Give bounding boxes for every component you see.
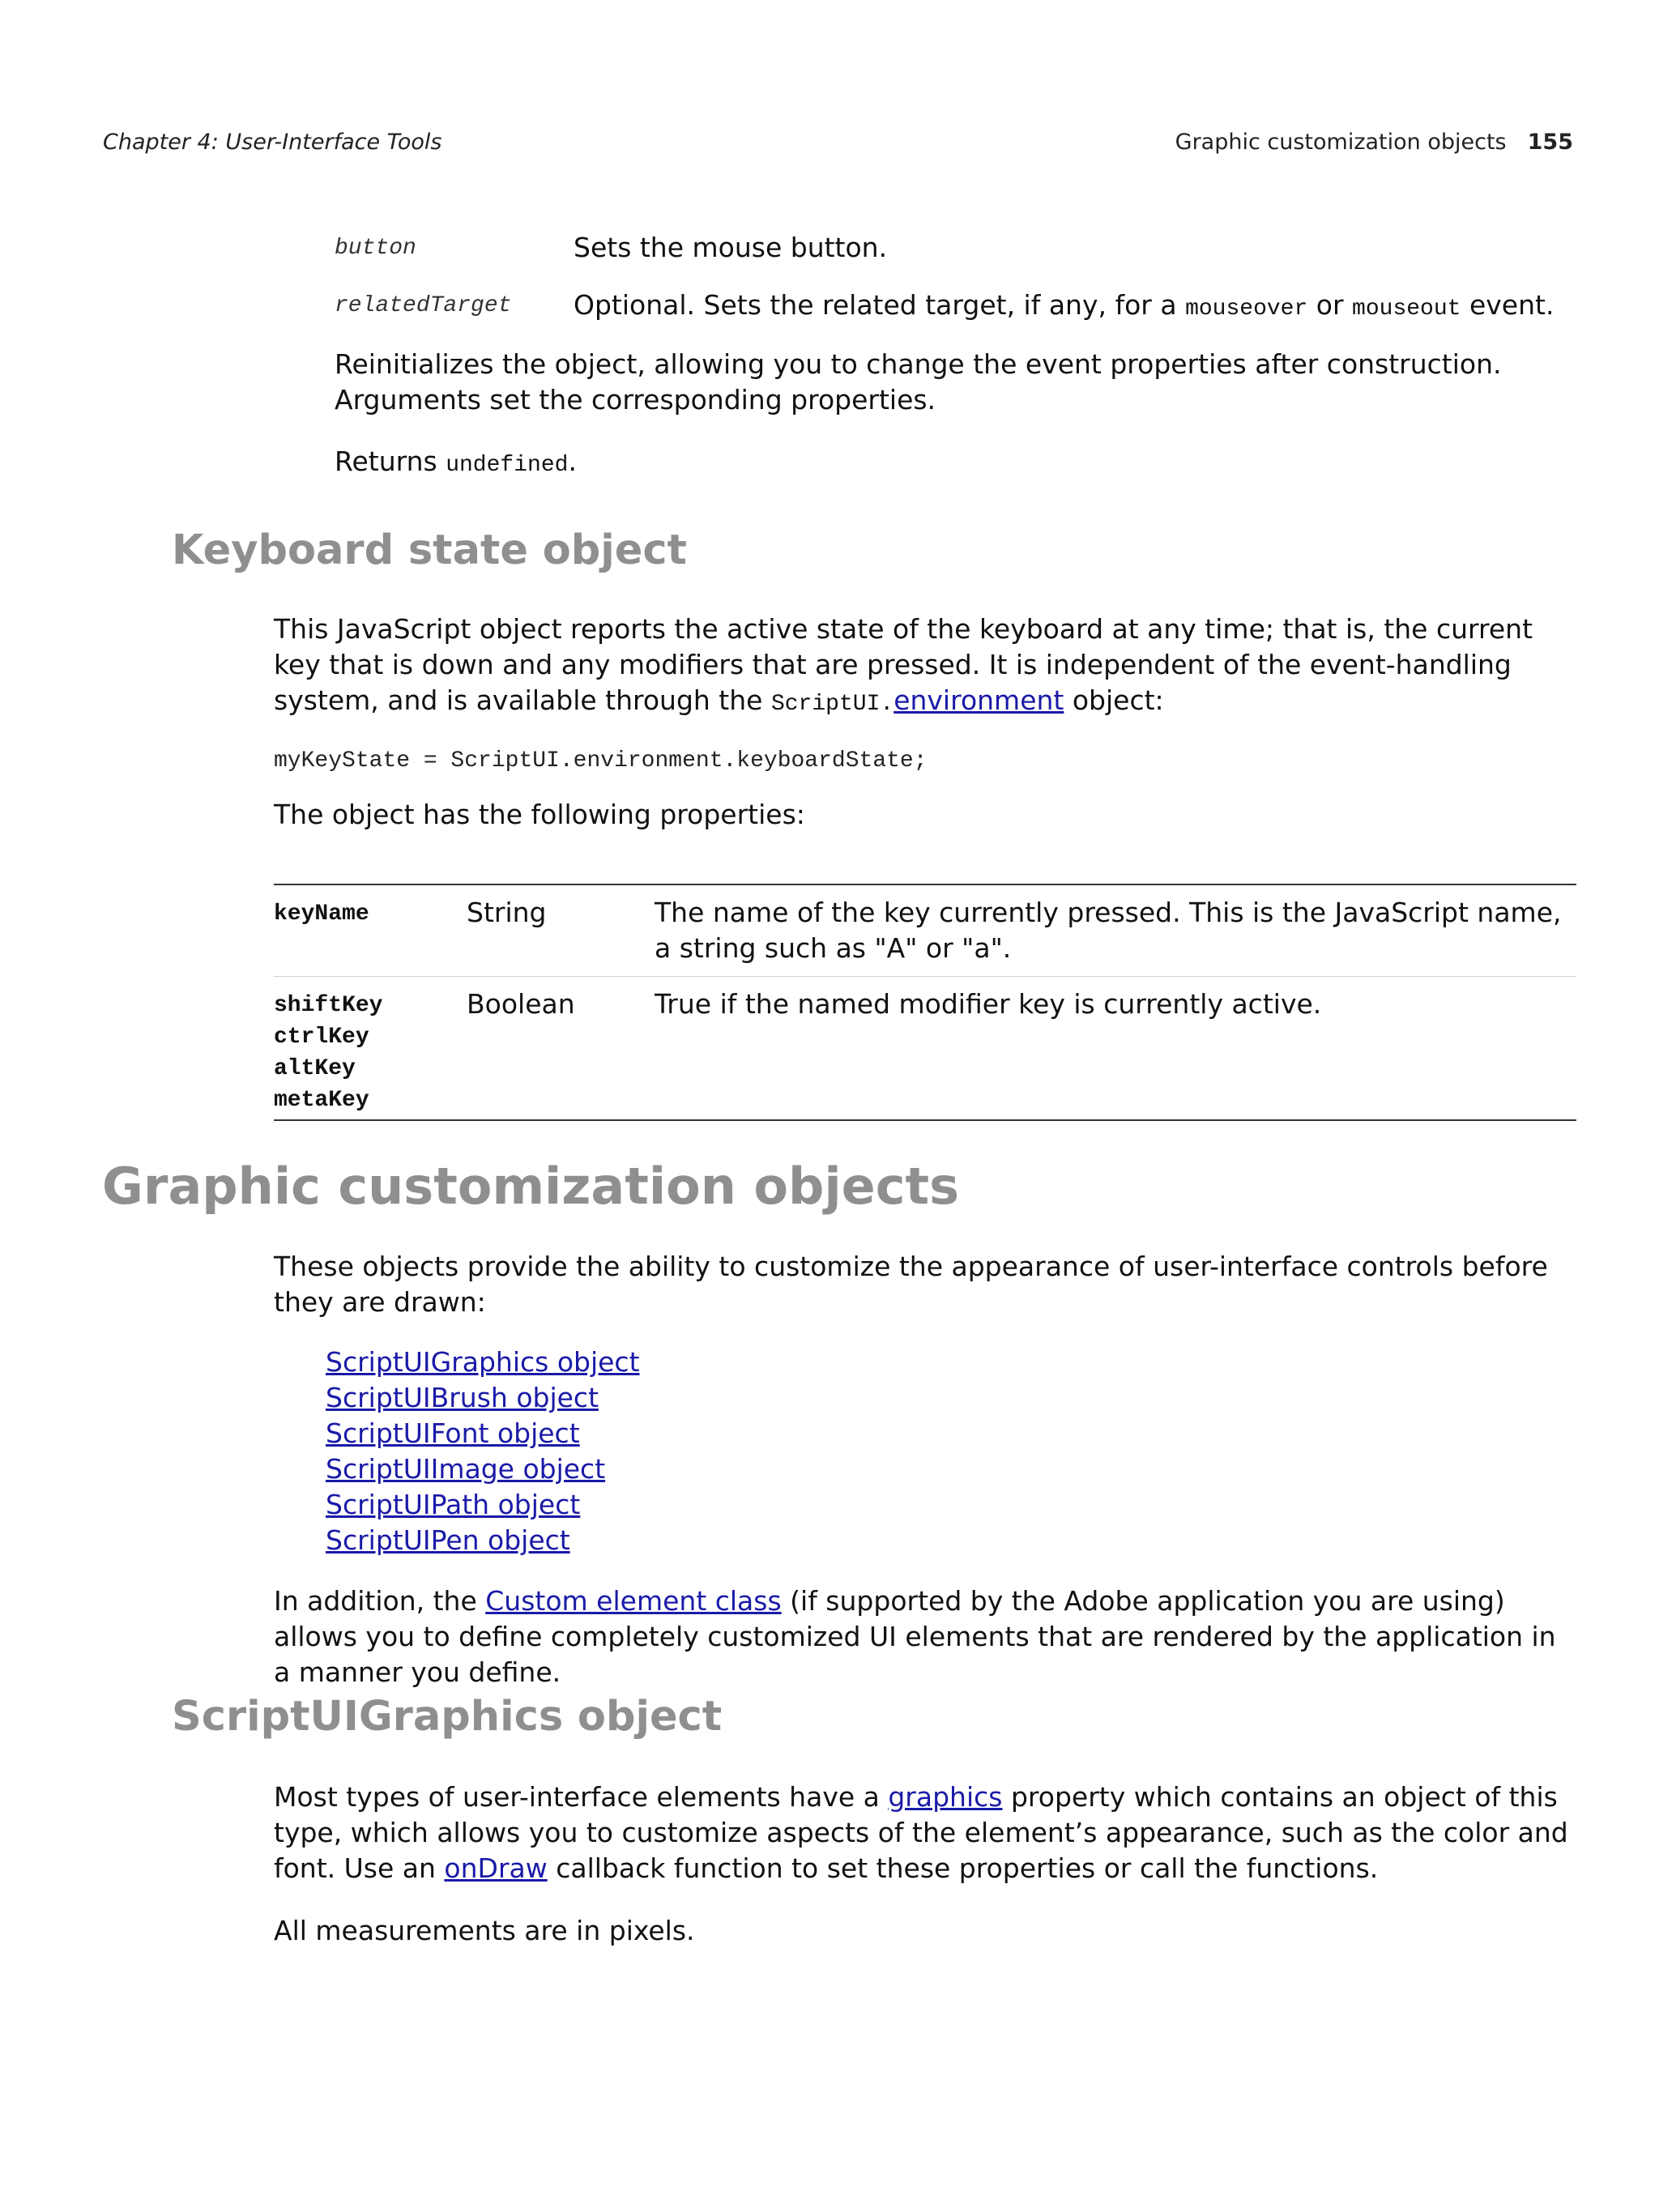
code-scriptui: ScriptUI. bbox=[770, 692, 894, 717]
returns-paragraph: Returns undefined. bbox=[335, 445, 577, 478]
properties-table bbox=[274, 884, 1576, 1121]
prop-desc-cell: True if the named modifier key is currently active. bbox=[655, 988, 1322, 1020]
list-item bbox=[326, 1380, 640, 1416]
prop-desc-cell: The name of the key currently pressed. This is the JavaScript name, a string such as "A" or "a". bbox=[655, 897, 1562, 964]
props-intro: The object has the following properties: bbox=[274, 799, 805, 830]
addition-paragraph: In addition, the Custom element class (if supported by the Adobe application you are using) allows you to define completely customized UI elements that are rendered by the application in a manner you define. bbox=[274, 1585, 1556, 1688]
list-item bbox=[326, 1487, 640, 1523]
link-graphics[interactable]: graphics bbox=[888, 1781, 1003, 1813]
link-scriptuigraphics[interactable]: ScriptUIGraphics object bbox=[326, 1346, 640, 1378]
code-undefined: undefined bbox=[446, 453, 569, 478]
link-custom-element-class[interactable]: Custom element class bbox=[485, 1585, 782, 1617]
link-scriptuifont[interactable]: ScriptUIFont object bbox=[326, 1417, 580, 1449]
running-header-section bbox=[1175, 130, 1573, 155]
graphic-objects-list bbox=[326, 1345, 640, 1558]
prop-name-cell: keyName bbox=[274, 901, 369, 927]
reinit-paragraph: Reinitializes the object, allowing you to change the event properties after construction. Arguments set the corresponding properties. bbox=[335, 348, 1502, 416]
running-header-chapter: Chapter 4: User-Interface Tools bbox=[103, 130, 442, 155]
param-desc-button: Sets the mouse button. bbox=[574, 232, 888, 263]
measurements-paragraph: All measurements are in pixels. bbox=[274, 1915, 695, 1946]
chapter-label: Chapter 4 bbox=[103, 130, 211, 155]
graphic-intro-paragraph: These objects provide the ability to customize the appearance of user-interface controls before they are drawn: bbox=[274, 1251, 1548, 1318]
prop-name-cell: shiftKey ctrlKey altKey metaKey bbox=[274, 993, 383, 1113]
heading-scriptuigraphics: ScriptUIGraphics object bbox=[172, 1693, 723, 1741]
code-sample: myKeyState = ScriptUI.environment.keyboardState; bbox=[274, 748, 928, 774]
table-row bbox=[274, 976, 1576, 1119]
param-desc-relatedtarget: Optional. Sets the related target, if any, for a mouseover or mouseout event. bbox=[574, 289, 1555, 322]
chapter-title: User-Interface Tools bbox=[225, 130, 442, 155]
link-ondraw[interactable]: onDraw bbox=[444, 1852, 548, 1884]
keyboard-intro-paragraph: This JavaScript object reports the active state of the keyboard at any time; that is, the current key that is down and any modifiers that are pressed. It is independent of the event-handling system, and is available through the ScriptUI.environment object: bbox=[274, 613, 1533, 717]
link-scriptuiimage[interactable]: ScriptUIImage object bbox=[326, 1453, 606, 1485]
heading-keyboard-state: Keyboard state object bbox=[172, 526, 687, 574]
list-item bbox=[326, 1416, 640, 1451]
scriptuigraphics-paragraph: Most types of user-interface elements have a graphics property which contains an object of this type, which allows you to customize aspects of the element’s appearance, such as the color and font. Use an onDraw callback function to set these properties or call the functions. bbox=[274, 1781, 1568, 1884]
link-scriptuipen[interactable]: ScriptUIPen object bbox=[326, 1524, 570, 1556]
prop-type-cell: Boolean bbox=[467, 988, 575, 1020]
code-mouseout: mouseout bbox=[1352, 296, 1461, 322]
prop-type-cell: String bbox=[467, 897, 547, 928]
section-title: Graphic customization objects bbox=[1175, 130, 1507, 155]
param-name-relatedtarget: relatedTarget bbox=[335, 293, 512, 318]
link-scriptuibrush[interactable]: ScriptUIBrush object bbox=[326, 1382, 599, 1413]
page-number: 155 bbox=[1527, 130, 1573, 155]
list-item bbox=[326, 1345, 640, 1380]
list-item bbox=[326, 1523, 640, 1558]
link-scriptuipath[interactable]: ScriptUIPath object bbox=[326, 1489, 581, 1520]
code-mouseover: mouseover bbox=[1185, 296, 1308, 322]
list-item bbox=[326, 1451, 640, 1487]
param-name-button: button bbox=[335, 236, 416, 261]
heading-graphic-customization: Graphic customization objects bbox=[102, 1157, 959, 1216]
link-environment[interactable]: environment bbox=[893, 684, 1064, 716]
table-row bbox=[274, 885, 1576, 976]
